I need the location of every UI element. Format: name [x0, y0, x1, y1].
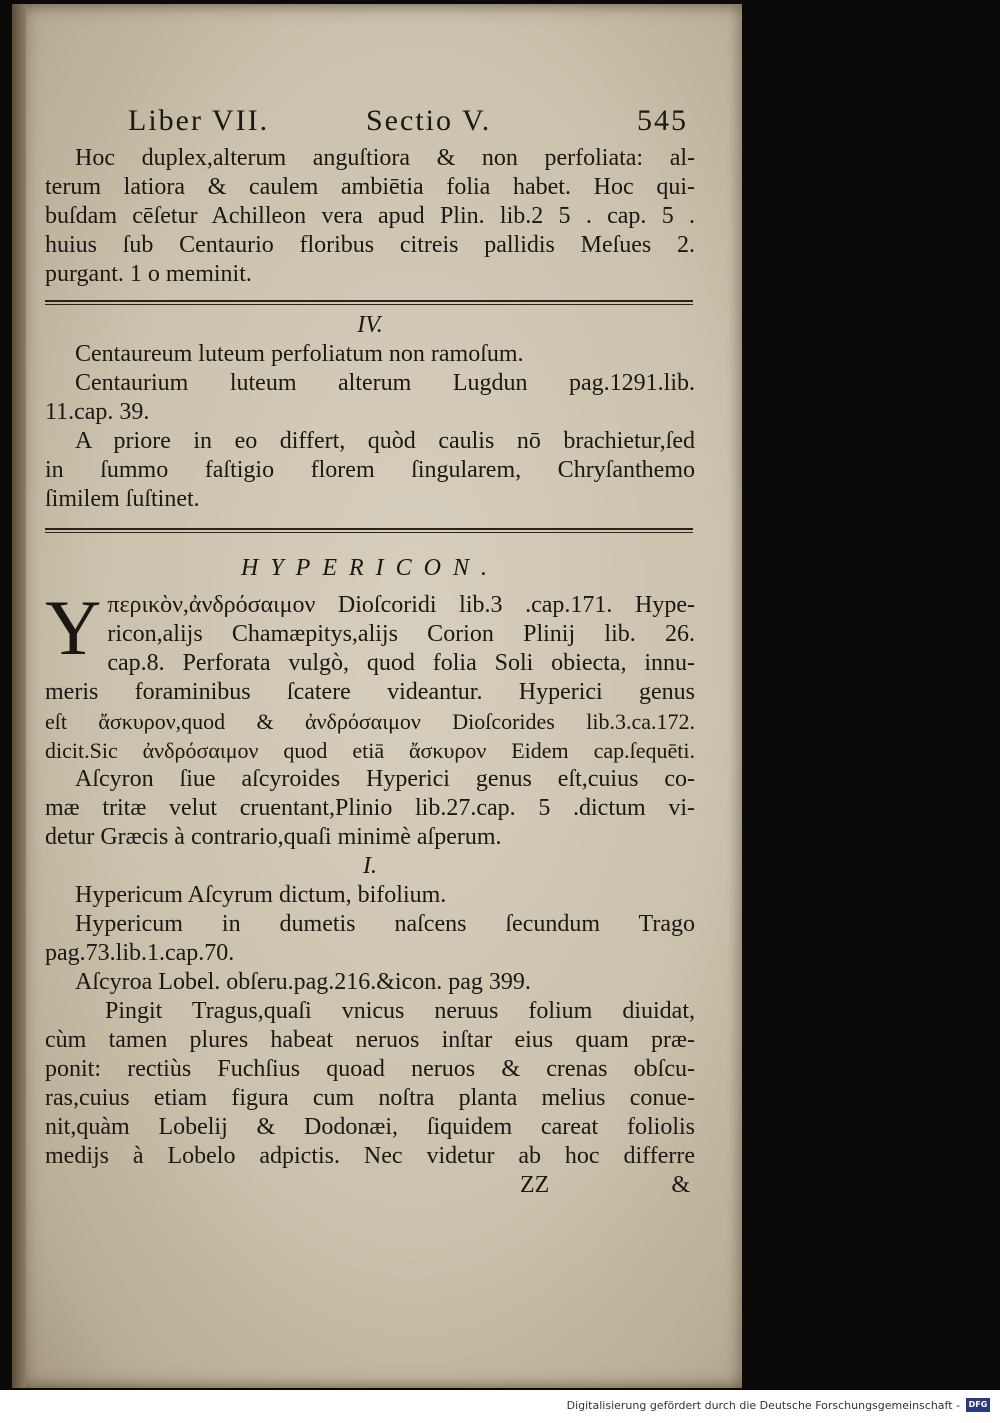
text-line: buſdam cēſetur Achilleon vera apud Plin. lib.2 5 . cap. 5 .	[45, 203, 695, 229]
text-line: Centaurium luteum alterum Lugdun pag.1291.lib.	[75, 370, 695, 396]
text-line: medijs à Lobelo adpictis. Nec videtur ab hoc differre	[45, 1143, 695, 1169]
text-line: terum latiora & caulem ambiētia folia habet. Hoc qui-	[45, 174, 695, 200]
text-line: ras,cuius etiam figura cum noſtra planta melius conue-	[45, 1085, 695, 1111]
text-line: nit,quàm Lobelij & Dodonæi, ſiquidem careat foliolis	[45, 1114, 695, 1140]
text-line: ſimilem ſuſtinet.	[45, 486, 200, 512]
footer-credit: Digitalisierung gefördert durch die Deutsche Forschungsgemeinschaft -	[566, 1399, 960, 1412]
text-line: ricon,alijs Chamæpitys,alijs Corion Plinij lib. 26.	[107, 621, 695, 647]
catchword-line	[45, 1171, 695, 1201]
text-line: Centaureum luteum perfoliatum non ramoſum.	[75, 341, 524, 367]
drop-cap: Y	[45, 584, 102, 671]
divider-rule	[45, 300, 693, 305]
divider-rule	[45, 528, 693, 533]
main-text	[45, 100, 695, 1201]
section-title-hypericon: HYPERICON.	[241, 555, 499, 581]
text-line: detur Græcis à contrario,quaſi minimè aſperum.	[45, 824, 502, 850]
text-line: purgant. 1 o meminit.	[45, 261, 252, 287]
text-line: ponit: rectiùs Fuchſius quoad neruos & crenas obſcu-	[45, 1056, 695, 1082]
text-line: Aſcyron ſiue aſcyroides Hyperici genus eſt,cuius co-	[75, 766, 695, 792]
dfg-logo: DFG	[966, 1398, 990, 1412]
header-section: Sectio V.	[366, 104, 492, 137]
text-line: Aſcyroa Lobel. obſeru.pag.216.&icon. pag 399.	[75, 969, 531, 995]
catchword: &	[671, 1172, 690, 1198]
text-line: huius ſub Centaurio floribus citreis pallidis Meſues 2.	[45, 232, 695, 258]
text-line: eſt ἄσκυρον,quod & ἀνδρόσαιμον Dioſcorides lib.3.ca.172.	[45, 709, 695, 734]
text-line: A priore in eo differt, quòd caulis nō brachietur,ſed	[75, 428, 695, 454]
text-line: meris foraminibus ſcatere videantur. Hyperici genus	[45, 679, 695, 705]
text-line: περικὸν,ἀνδρόσαιμον Dioſcoridi lib.3 .cap.171. Hype-	[107, 592, 695, 618]
text-line: Hoc duplex,alterum anguſtiora & non perfoliata: al-	[75, 145, 695, 171]
text-line: pag.73.lib.1.cap.70.	[45, 940, 235, 966]
section-numeral-iv: IV.	[357, 312, 383, 338]
text-line: dicit.Sic ἀνδρόσαιμον quod etiā ἄσκυρον Eidem cap.ſequēti.	[45, 738, 695, 763]
digitization-footer	[0, 1390, 1000, 1423]
text-line: Hypericum in dumetis naſcens ſecundum Trago	[75, 911, 695, 937]
text-line: Pingit Tragus,quaſi vnicus neruus folium diuidat,	[105, 998, 695, 1024]
header-book: Liber VII.	[128, 104, 270, 137]
text-line: in ſummo faſtigio florem ſingularem, Chryſanthemo	[45, 457, 695, 483]
text-line: 11.cap. 39.	[45, 399, 150, 425]
text-line: cùm tamen plures habeat neruos inſtar eius quam præ-	[45, 1027, 695, 1053]
text-line: cap.8. Perforata vulgò, quod folia Soli obiecta, innu-	[107, 650, 695, 676]
page-spine-edge	[12, 4, 26, 1388]
page-number: 545	[637, 104, 688, 137]
signature-mark: ZZ	[520, 1172, 550, 1198]
text-line: Hypericum Aſcyrum dictum, bifolium.	[75, 882, 447, 908]
section-numeral-i: I.	[363, 853, 377, 879]
text-line: mæ tritæ velut cruentant,Plinio lib.27.cap. 5 .dictum vi-	[45, 795, 695, 821]
